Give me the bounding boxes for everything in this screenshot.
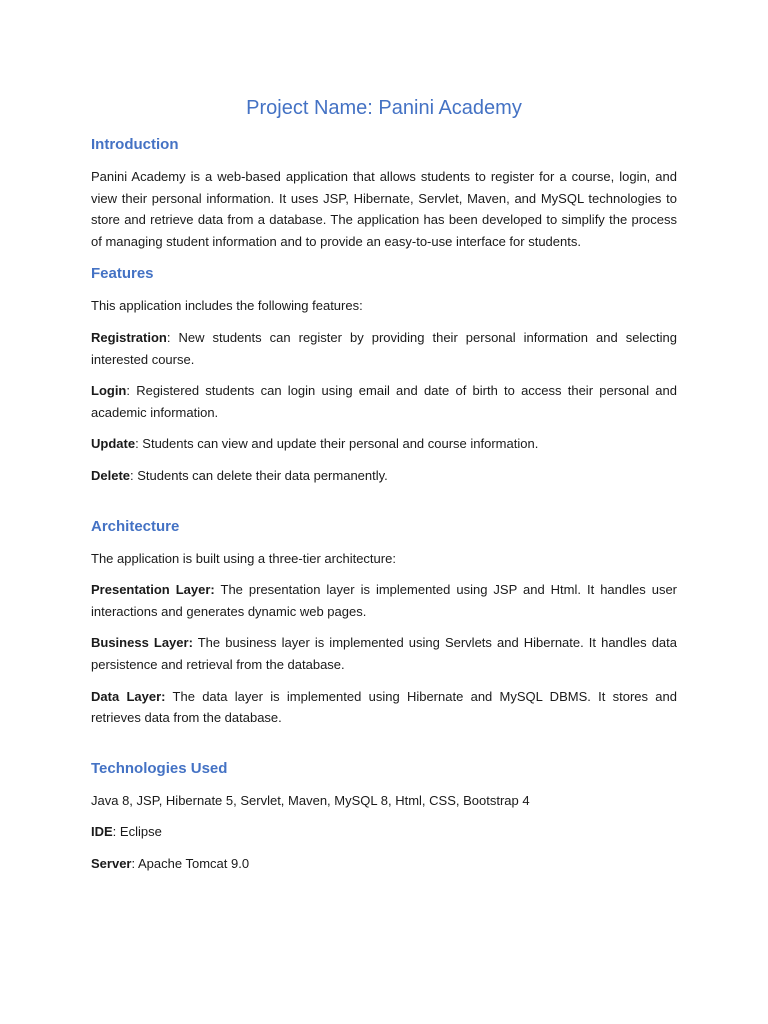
feature-item-update xyxy=(91,433,677,455)
feature-text: : Registered students can login using email and date of birth to access their personal and academic information. xyxy=(91,383,677,420)
layer-label: Data Layer: xyxy=(91,688,166,704)
layer-text: The business layer is implemented using Servlets and Hibernate. It handles data persistence and retrieval from the database. xyxy=(91,635,678,672)
technologies-heading: Technologies Used xyxy=(91,759,228,777)
layer-text: The presentation layer is implemented using JSP and Html. It handles user interactions and generates dynamic web pages. xyxy=(91,582,677,619)
feature-item-registration xyxy=(91,327,677,370)
features-intro: This application includes the following features: xyxy=(91,298,363,314)
introduction-text: Panini Academy is a web-based application that allows students to register for a course, login, and view their personal information. It uses JSP, Hibernate, Servlet, Maven, and MySQL technologies to store and retrieve data from a database. The application has been developed to simplify the process of managing student information and to provide an easy-to-use interface for students. xyxy=(91,169,677,249)
features-heading: Features xyxy=(91,265,154,283)
technology-item-ide xyxy=(91,821,677,843)
feature-label: Login xyxy=(91,383,127,399)
layer-text: The data layer is implemented using Hibernate and MySQL DBMS. It stores and retrieves data from the database. xyxy=(91,688,677,726)
technology-text: : Apache Tomcat 9.0 xyxy=(131,855,250,871)
architecture-item-business xyxy=(91,632,677,675)
technology-item-server xyxy=(91,853,677,875)
architecture-item-presentation xyxy=(91,579,677,622)
feature-label: Registration xyxy=(91,329,167,345)
feature-text: : Students can delete their data permanently. xyxy=(130,467,388,483)
technology-text: : Eclipse xyxy=(112,824,162,840)
feature-item-delete xyxy=(91,465,677,487)
architecture-heading: Architecture xyxy=(91,517,180,535)
technology-label: Server xyxy=(91,855,132,871)
technologies-list: Java 8, JSP, Hibernate 5, Servlet, Maven, MySQL 8, Html, CSS, Bootstrap 4 xyxy=(91,792,530,808)
feature-text: : New students can register by providing their personal information and selecting interested course. xyxy=(91,329,677,367)
layer-label: Business Layer: xyxy=(91,635,193,651)
feature-text: : Students can view and update their personal and course information. xyxy=(135,436,539,452)
technology-label: IDE xyxy=(91,824,113,840)
page-title: Project Name: Panini Academy xyxy=(246,97,522,119)
feature-label: Delete xyxy=(91,467,131,483)
feature-label: Update xyxy=(91,436,136,452)
introduction-heading: Introduction xyxy=(91,136,179,153)
architecture-item-data xyxy=(91,686,677,729)
architecture-intro: The application is built using a three-tier architecture: xyxy=(91,550,396,566)
layer-label: Presentation Layer: xyxy=(91,582,215,598)
feature-item-login xyxy=(91,380,677,423)
